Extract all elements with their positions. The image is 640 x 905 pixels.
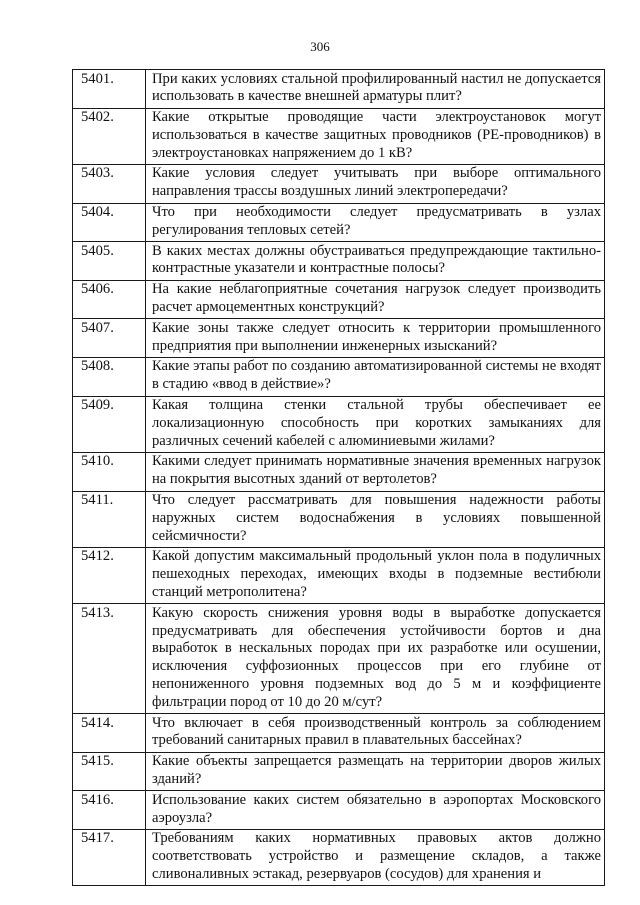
question-text: Требованиям каких нормативных правовых актов должно соответствовать устройство и размещение складов, а также сливоналивных эстакад, резервуаров (сосудов) для хранения и [146,829,605,885]
table-row [73,547,605,603]
table-row [73,242,605,281]
question-text: Что при необходимости следует предусматривать в узлах регулирования тепловых сетей? [146,203,605,242]
question-text: Использование каких систем обязательно в аэропортах Московского аэроузла? [146,791,605,830]
table-row [73,452,605,491]
table-row [73,280,605,319]
table-row [73,396,605,452]
question-number: 5408. [73,357,146,396]
table-row [73,319,605,358]
question-number: 5412. [73,547,146,603]
question-text: Какая толщина стенки стальной трубы обеспечивает ее локализационную способность при коротких замыканиях для различных сечений кабелей с алюминиевыми жилами? [146,396,605,452]
question-number: 5413. [73,604,146,714]
question-number: 5403. [73,164,146,203]
question-number: 5404. [73,203,146,242]
table-row [73,108,605,164]
table-row [73,357,605,396]
table-row [73,791,605,830]
table-row [73,604,605,714]
question-text: Какие условия следует учитывать при выборе оптимального направления трассы воздушных линий электропередачи? [146,164,605,203]
question-number: 5405. [73,242,146,281]
question-number: 5414. [73,714,146,753]
table-row [73,203,605,242]
question-text: Какие зоны также следует относить к территории промышленного предприятия при выполнении инженерных изысканий? [146,319,605,358]
question-text: Какую скорость снижения уровня воды в выработке допускается предусматривать для обеспечения устойчивости бортов и дна выработок в нескальных породах при их разработке или осушении, исключения суффозионных процессов при его глубине от непониженного уровня подземных вод до 5 м и коэффициенте фильтрации пород от 10 до 20 м/сут? [146,604,605,714]
question-number: 5417. [73,829,146,885]
table-row [73,491,605,547]
question-text: На какие неблагоприятные сочетания нагрузок следует производить расчет армоцементных конструкций? [146,280,605,319]
question-text: Что следует рассматривать для повышения надежности работы наружных систем водоснабжения в условиях повышенной сейсмичности? [146,491,605,547]
table-row [73,752,605,791]
question-number: 5415. [73,752,146,791]
question-text: Какие объекты запрещается размещать на территории дворов жилых зданий? [146,752,605,791]
question-number: 5407. [73,319,146,358]
questions-table-body [73,70,605,886]
table-row [73,70,605,109]
question-text: Какие открытые проводящие части электроустановок могут использоваться в качестве защитных проводников (PE-проводников) в электроустановках напряжением до 1 кВ? [146,108,605,164]
question-number: 5409. [73,396,146,452]
question-text: В каких местах должны обустраиваться предупреждающие тактильно-контрастные указатели и контрастные полосы? [146,242,605,281]
table-row [73,829,605,885]
question-number: 5401. [73,70,146,109]
question-text: Какими следует принимать нормативные значения временных нагрузок на покрытия высотных зданий от вертолетов? [146,452,605,491]
question-number: 5406. [73,280,146,319]
page-number: 306 [310,39,330,54]
table-row [73,164,605,203]
table-row [73,714,605,753]
question-number: 5411. [73,491,146,547]
question-number: 5416. [73,791,146,830]
question-text: При каких условиях стальной профилированный настил не допускается использовать в качестве внешней арматуры плит? [146,70,605,109]
questions-table [72,69,605,886]
question-number: 5410. [73,452,146,491]
question-number: 5402. [73,108,146,164]
question-text: Какой допустим максимальный продольный уклон пола в подуличных пешеходных переходах, имеющих входы в подземные вестибюли станций метрополитена? [146,547,605,603]
question-text: Что включает в себя производственный контроль за соблюдением требований санитарных правил в плавательных бассейнах? [146,714,605,753]
question-text: Какие этапы работ по созданию автоматизированной системы не входят в стадию «ввод в действие»? [146,357,605,396]
